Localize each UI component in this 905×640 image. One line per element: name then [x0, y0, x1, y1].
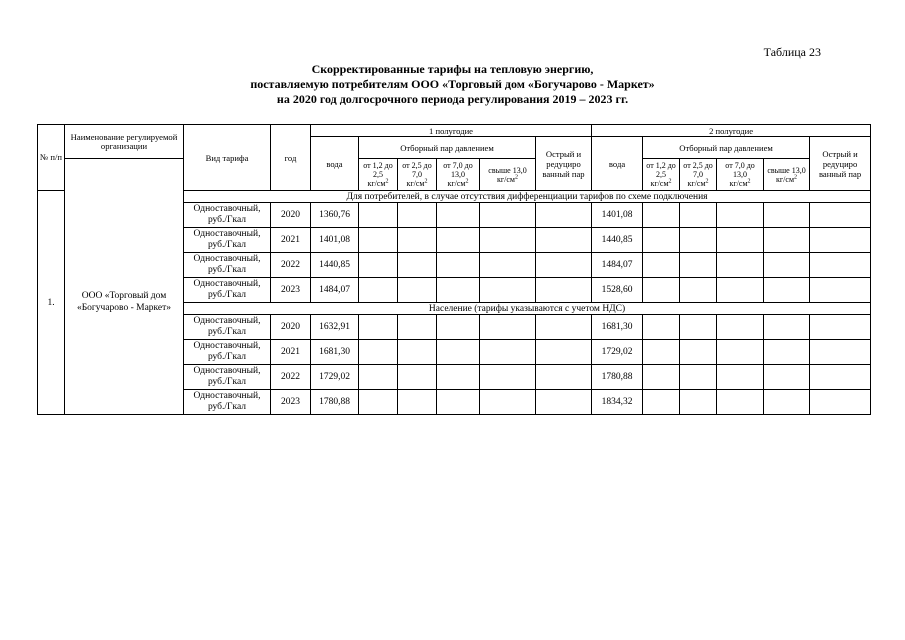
steam-p4-h1-cell: [480, 203, 536, 228]
title-line-2: поставляемую потребителям ООО «Торговый дом «Богучарово - Маркет»: [250, 77, 655, 91]
steam-p1-h1-cell: [359, 228, 398, 253]
header-sharp-steam-h1: Острый и редуциро ванный пар: [536, 137, 592, 191]
header-half2: 2 полугодие: [592, 125, 871, 137]
sharp-steam-h1-cell: [536, 390, 592, 415]
water-h1-cell: 1401,08: [311, 228, 359, 253]
steam-p3-h2-cell: [717, 253, 764, 278]
steam-p1-h1-cell: [359, 390, 398, 415]
steam-p2-h2-cell: [680, 278, 717, 303]
steam-p1-h2-cell: [643, 203, 680, 228]
steam-p3-h2-cell: [717, 278, 764, 303]
steam-p4-h1-cell: [480, 228, 536, 253]
steam-p1-h2-cell: [643, 365, 680, 390]
header-steam-h1: Отборный пар давлением: [359, 137, 536, 159]
header-p3-h1: от 7,0 до 13,0 $кг/см^2$: [437, 159, 480, 191]
header-tariff-type: Вид тарифа: [184, 125, 271, 191]
steam-p3-h2-cell: [717, 365, 764, 390]
header-steam-h2: Отборный пар давлением: [643, 137, 810, 159]
tariff-type-cell: Одноставочный, руб./Гкал: [184, 253, 271, 278]
table-number: Таблица 23: [763, 45, 821, 59]
header-water-h1: вода: [311, 137, 359, 191]
water-h2-cell: 1681,30: [592, 315, 643, 340]
steam-p2-h2-cell: [680, 340, 717, 365]
water-h1-cell: 1729,02: [311, 365, 359, 390]
steam-p3-h2-cell: [717, 228, 764, 253]
steam-p2-h1-cell: [398, 390, 437, 415]
steam-p3-h1-cell: [437, 228, 480, 253]
year-cell: 2020: [271, 315, 311, 340]
header-water-h2: вода: [592, 137, 643, 191]
steam-p3-h1-cell: [437, 203, 480, 228]
steam-p4-h2-cell: [764, 390, 810, 415]
steam-p2-h1-cell: [398, 365, 437, 390]
steam-p1-h1-cell: [359, 340, 398, 365]
steam-p2-h2-cell: [680, 203, 717, 228]
document-title: [0, 62, 905, 107]
steam-p1-h2-cell: [643, 390, 680, 415]
steam-p1-h1-cell: [359, 203, 398, 228]
tariff-type-cell: Одноставочный, руб./Гкал: [184, 390, 271, 415]
steam-p3-h1-cell: [437, 390, 480, 415]
water-h2-cell: 1484,07: [592, 253, 643, 278]
steam-p3-h2-cell: [717, 315, 764, 340]
header-p1-h1: от 1,2 до 2,5 $кг/см^2$: [359, 159, 398, 191]
year-cell: 2023: [271, 278, 311, 303]
year-cell: 2023: [271, 390, 311, 415]
water-h1-cell: 1360,76: [311, 203, 359, 228]
steam-p2-h1-cell: [398, 253, 437, 278]
sharp-steam-h2-cell: [810, 365, 871, 390]
steam-p4-h2-cell: [764, 203, 810, 228]
sharp-steam-h2-cell: [810, 340, 871, 365]
steam-p1-h1-cell: [359, 253, 398, 278]
water-h2-cell: 1440,85: [592, 228, 643, 253]
steam-p4-h2-cell: [764, 228, 810, 253]
steam-p4-h1-cell: [480, 278, 536, 303]
header-year: год: [271, 125, 311, 191]
steam-p2-h2-cell: [680, 315, 717, 340]
sharp-steam-h1-cell: [536, 365, 592, 390]
steam-p2-h2-cell: [680, 390, 717, 415]
steam-p4-h1-cell: [480, 340, 536, 365]
steam-p4-h1-cell: [480, 390, 536, 415]
tariff-type-cell: Одноставочный, руб./Гкал: [184, 340, 271, 365]
water-h2-cell: 1780,88: [592, 365, 643, 390]
steam-p4-h1-cell: [480, 253, 536, 278]
header-p3-h2: от 7,0 до 13,0 $кг/см^2$: [717, 159, 764, 191]
section-title: Для потребителей, в случае отсутствия дифференциации тарифов по схеме подключения: [184, 191, 871, 203]
header-half1: 1 полугодие: [311, 125, 592, 137]
water-h1-cell: 1681,30: [311, 340, 359, 365]
organization-name: ООО «Торговый дом «Богучарово - Маркет»: [65, 191, 184, 415]
year-cell: 2022: [271, 365, 311, 390]
steam-p3-h1-cell: [437, 365, 480, 390]
year-cell: 2022: [271, 253, 311, 278]
title-line-1: Скорректированные тарифы на тепловую энергию,: [311, 62, 594, 76]
header-org: Наименование регулируемой организации: [65, 125, 184, 159]
header-p1-h2: от 1,2 до 2,5 $кг/см^2$: [643, 159, 680, 191]
steam-p2-h1-cell: [398, 203, 437, 228]
steam-p1-h2-cell: [643, 228, 680, 253]
steam-p3-h1-cell: [437, 253, 480, 278]
steam-p1-h1-cell: [359, 365, 398, 390]
tariff-type-cell: Одноставочный, руб./Гкал: [184, 203, 271, 228]
water-h2-cell: 1729,02: [592, 340, 643, 365]
steam-p1-h1-cell: [359, 278, 398, 303]
water-h2-cell: 1401,08: [592, 203, 643, 228]
year-cell: 2021: [271, 340, 311, 365]
tariff-type-cell: Одноставочный, руб./Гкал: [184, 228, 271, 253]
steam-p1-h1-cell: [359, 315, 398, 340]
sharp-steam-h1-cell: [536, 278, 592, 303]
year-cell: 2020: [271, 203, 311, 228]
header-p4-h2: свыше 13,0 $кг/см^2$: [764, 159, 810, 191]
header-p4-h1: свыше 13,0 $кг/см^2$: [480, 159, 536, 191]
steam-p4-h1-cell: [480, 315, 536, 340]
tariff-type-cell: Одноставочный, руб./Гкал: [184, 315, 271, 340]
steam-p3-h2-cell: [717, 390, 764, 415]
header-p2-h2: от 2,5 до 7,0 $кг/см^2$: [680, 159, 717, 191]
water-h2-cell: 1528,60: [592, 278, 643, 303]
steam-p1-h2-cell: [643, 340, 680, 365]
steam-p4-h2-cell: [764, 253, 810, 278]
sharp-steam-h1-cell: [536, 228, 592, 253]
steam-p2-h2-cell: [680, 228, 717, 253]
steam-p2-h2-cell: [680, 253, 717, 278]
steam-p4-h2-cell: [764, 278, 810, 303]
tariff-type-cell: Одноставочный, руб./Гкал: [184, 365, 271, 390]
sharp-steam-h2-cell: [810, 278, 871, 303]
steam-p2-h2-cell: [680, 365, 717, 390]
steam-p4-h2-cell: [764, 340, 810, 365]
water-h1-cell: 1440,85: [311, 253, 359, 278]
sharp-steam-h1-cell: [536, 253, 592, 278]
header-p2-h1: от 2,5 до 7,0 $кг/см^2$: [398, 159, 437, 191]
sharp-steam-h1-cell: [536, 340, 592, 365]
steam-p2-h1-cell: [398, 228, 437, 253]
sharp-steam-h2-cell: [810, 253, 871, 278]
water-h1-cell: 1484,07: [311, 278, 359, 303]
steam-p1-h2-cell: [643, 278, 680, 303]
sharp-steam-h1-cell: [536, 203, 592, 228]
steam-p2-h1-cell: [398, 340, 437, 365]
org-header-spacer: [65, 159, 184, 191]
row-number: 1.: [38, 191, 65, 415]
header-sharp-steam-h2: Острый и редуциро ванный пар: [810, 137, 871, 191]
sharp-steam-h2-cell: [810, 315, 871, 340]
steam-p3-h1-cell: [437, 278, 480, 303]
steam-p1-h2-cell: [643, 253, 680, 278]
steam-p3-h1-cell: [437, 315, 480, 340]
section-title: Население (тарифы указываются с учетом НДС): [184, 303, 871, 315]
header-num: № п/п: [38, 125, 65, 191]
sharp-steam-h2-cell: [810, 390, 871, 415]
sharp-steam-h2-cell: [810, 203, 871, 228]
steam-p4-h2-cell: [764, 365, 810, 390]
water-h1-cell: 1632,91: [311, 315, 359, 340]
sharp-steam-h1-cell: [536, 315, 592, 340]
steam-p2-h1-cell: [398, 278, 437, 303]
tariff-type-cell: Одноставочный, руб./Гкал: [184, 278, 271, 303]
steam-p3-h1-cell: [437, 340, 480, 365]
year-cell: 2021: [271, 228, 311, 253]
steam-p4-h2-cell: [764, 315, 810, 340]
steam-p3-h2-cell: [717, 340, 764, 365]
water-h1-cell: 1780,88: [311, 390, 359, 415]
tariff-table: [37, 124, 871, 415]
steam-p4-h1-cell: [480, 365, 536, 390]
title-line-3: на 2020 год долгосрочного периода регулирования 2019 – 2023 гг.: [276, 92, 629, 106]
steam-p1-h2-cell: [643, 315, 680, 340]
steam-p3-h2-cell: [717, 203, 764, 228]
water-h2-cell: 1834,32: [592, 390, 643, 415]
sharp-steam-h2-cell: [810, 228, 871, 253]
steam-p2-h1-cell: [398, 315, 437, 340]
